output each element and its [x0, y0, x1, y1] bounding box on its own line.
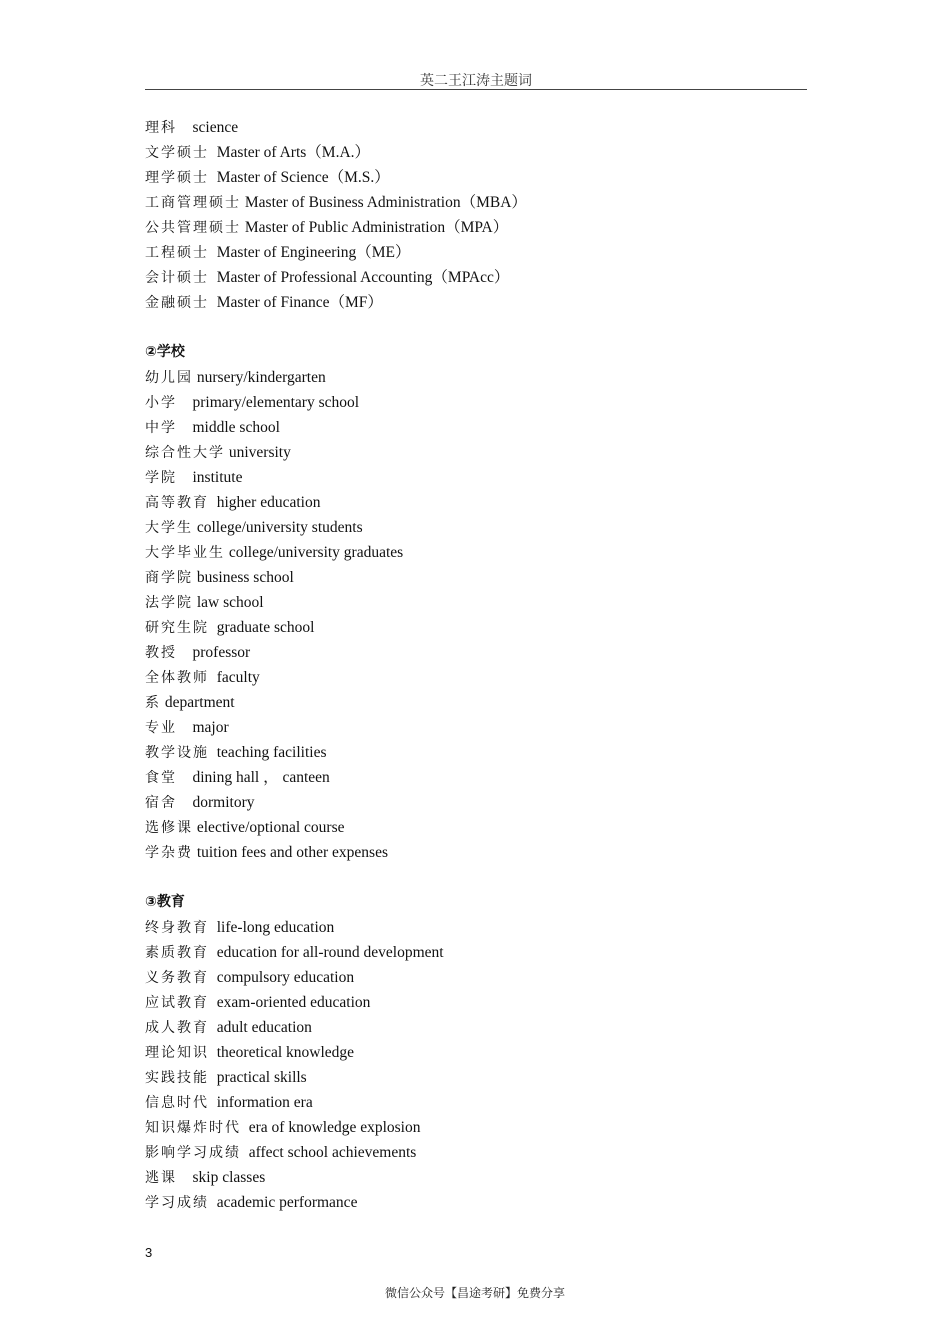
vocab-entry: [145, 790, 807, 815]
term-chinese: 终身教育: [145, 920, 209, 936]
header-divider: [145, 89, 807, 90]
term-gap: [177, 644, 193, 661]
vocab-entry: [145, 1065, 807, 1090]
term-english: middle school: [192, 419, 280, 436]
term-english: Master of Engineering（ME）: [216, 244, 411, 261]
term-english: compulsory education: [216, 969, 355, 986]
vocab-entry: [145, 190, 807, 215]
term-gap: [209, 994, 217, 1011]
term-chinese: 大学毕业生: [145, 545, 225, 561]
group-education: [145, 915, 807, 1215]
vocab-entry: [145, 665, 807, 690]
vocab-entry: [145, 215, 807, 240]
vocab-entry: [145, 815, 807, 840]
term-english: Master of Business Administration（MBA）: [244, 194, 527, 211]
vocab-entry: [145, 565, 807, 590]
term-chinese: 义务教育: [145, 970, 209, 986]
vocab-entry: [145, 1140, 807, 1165]
term-english: life-long education: [216, 919, 335, 936]
term-english: Master of Finance（MF）: [216, 294, 383, 311]
term-gap: [209, 169, 217, 186]
term-gap: [177, 1169, 193, 1186]
term-chinese: 学习成绩: [145, 1195, 209, 1211]
term-chinese: 成人教育: [145, 1020, 209, 1036]
page-header: [145, 70, 807, 90]
spacer: [145, 865, 807, 890]
term-english: era of knowledge explosion: [248, 1119, 421, 1136]
term-english: exam-oriented education: [216, 994, 371, 1011]
term-english: tuition fees and other expenses: [196, 844, 388, 861]
term-chinese: 理科: [145, 120, 177, 136]
term-chinese: 大学生: [145, 520, 193, 536]
vocab-entry: [145, 390, 807, 415]
term-gap: [209, 1044, 217, 1061]
term-english: science: [192, 119, 239, 136]
term-english: Master of Arts（M.A.）: [216, 144, 371, 161]
vocab-entry: [145, 615, 807, 640]
term-english: nursery/kindergarten: [196, 369, 326, 386]
section-title-education: ③教育: [145, 894, 185, 910]
term-gap: [177, 419, 193, 436]
term-chinese: 高等教育: [145, 495, 209, 511]
group-degrees: [145, 115, 807, 315]
term-gap: [209, 144, 217, 161]
vocab-entry: [145, 965, 807, 990]
term-gap: [209, 1194, 217, 1211]
term-chinese: 学杂费: [145, 845, 193, 861]
term-gap: [177, 769, 193, 786]
vocab-entry: [145, 1015, 807, 1040]
term-chinese: 工商管理硕士: [145, 195, 241, 211]
term-gap: [177, 394, 193, 411]
term-gap: [209, 1069, 217, 1086]
term-chinese: 专业: [145, 720, 177, 736]
vocab-entry: [145, 640, 807, 665]
vocab-entry: [145, 940, 807, 965]
vocab-entry: [145, 540, 807, 565]
term-gap: [177, 719, 193, 736]
term-english: academic performance: [216, 1194, 358, 1211]
term-chinese: 知识爆炸时代: [145, 1120, 241, 1136]
footer-text: 微信公众号【昌途考研】免费分享: [384, 1286, 565, 1300]
term-gap: [209, 244, 217, 261]
term-gap: [209, 294, 217, 311]
term-english: skip classes: [192, 1169, 266, 1186]
term-chinese: 公共管理硕士: [145, 220, 241, 236]
term-english: faculty: [216, 669, 260, 686]
term-chinese: 综合性大学: [145, 445, 225, 461]
term-english: higher education: [216, 494, 321, 511]
term-gap: [209, 919, 217, 936]
term-gap: [209, 669, 217, 686]
vocab-entry: [145, 165, 807, 190]
term-english: business school: [196, 569, 294, 586]
term-english: Master of Science（M.S.）: [216, 169, 390, 186]
vocab-entry: [145, 840, 807, 865]
term-english: affect school achievements: [248, 1144, 417, 1161]
term-chinese: 金融硕士: [145, 295, 209, 311]
term-english: dining hall ， canteen: [192, 769, 330, 786]
vocab-entry: [145, 1090, 807, 1115]
spacer: [145, 315, 807, 340]
group-school: [145, 365, 807, 865]
term-chinese: 文学硕士: [145, 145, 209, 161]
term-chinese: 应试教育: [145, 995, 209, 1011]
vocab-entry: [145, 715, 807, 740]
term-chinese: 学院: [145, 470, 177, 486]
term-english: Master of Public Administration（MPA）: [244, 219, 509, 236]
vocab-entry: [145, 465, 807, 490]
section-title-school: ②学校: [145, 344, 185, 360]
term-english: theoretical knowledge: [216, 1044, 355, 1061]
vocab-entry: [145, 990, 807, 1015]
vocab-entry: [145, 415, 807, 440]
term-gap: [209, 744, 217, 761]
term-gap: [209, 494, 217, 511]
vocab-entry: [145, 740, 807, 765]
term-english: law school: [196, 594, 264, 611]
term-gap: [241, 1144, 249, 1161]
term-english: dormitory: [192, 794, 255, 811]
term-chinese: 幼儿园: [145, 370, 193, 386]
vocab-entry: [145, 1115, 807, 1140]
document-body: [145, 115, 807, 1215]
term-chinese: 教授: [145, 645, 177, 661]
term-english: primary/elementary school: [192, 394, 360, 411]
term-gap: [177, 119, 193, 136]
term-chinese: 系: [145, 695, 161, 711]
term-chinese: 素质教育: [145, 945, 209, 961]
page-footer: [0, 1284, 950, 1301]
vocab-entry: [145, 490, 807, 515]
term-english: Master of Professional Accounting（MPAcc）: [216, 269, 510, 286]
term-gap: [241, 1119, 249, 1136]
vocab-entry: [145, 440, 807, 465]
vocab-entry: [145, 1190, 807, 1215]
term-chinese: 全体教师: [145, 670, 209, 686]
vocab-entry: [145, 240, 807, 265]
term-chinese: 理论知识: [145, 1045, 209, 1061]
term-chinese: 商学院: [145, 570, 193, 586]
vocab-entry: [145, 365, 807, 390]
term-chinese: 影响学习成绩: [145, 1145, 241, 1161]
term-gap: [177, 469, 193, 486]
term-english: graduate school: [216, 619, 315, 636]
term-english: professor: [192, 644, 251, 661]
term-chinese: 法学院: [145, 595, 193, 611]
vocab-entry: [145, 915, 807, 940]
term-chinese: 教学设施: [145, 745, 209, 761]
term-gap: [209, 269, 217, 286]
term-chinese: 工程硕士: [145, 245, 209, 261]
term-chinese: 宿舍: [145, 795, 177, 811]
vocab-entry: [145, 1040, 807, 1065]
term-english: teaching facilities: [216, 744, 327, 761]
term-english: institute: [192, 469, 243, 486]
term-chinese: 理学硕士: [145, 170, 209, 186]
term-english: department: [164, 694, 235, 711]
term-gap: [209, 1094, 217, 1111]
vocab-entry: [145, 765, 807, 790]
term-gap: [177, 794, 193, 811]
term-english: university: [228, 444, 291, 461]
term-chinese: 小学: [145, 395, 177, 411]
term-chinese: 研究生院: [145, 620, 209, 636]
term-chinese: 会计硕士: [145, 270, 209, 286]
term-gap: [209, 1019, 217, 1036]
term-chinese: 选修课: [145, 820, 193, 836]
term-gap: [209, 944, 217, 961]
term-chinese: 逃课: [145, 1170, 177, 1186]
term-english: adult education: [216, 1019, 312, 1036]
vocab-entry: [145, 590, 807, 615]
term-chinese: 实践技能: [145, 1070, 209, 1086]
term-chinese: 信息时代: [145, 1095, 209, 1111]
vocab-entry: [145, 115, 807, 140]
term-gap: [209, 969, 217, 986]
vocab-entry: [145, 290, 807, 315]
term-english: information era: [216, 1094, 313, 1111]
term-english: education for all-round development: [216, 944, 444, 961]
term-chinese: 食堂: [145, 770, 177, 786]
vocab-entry: [145, 1165, 807, 1190]
vocab-entry: [145, 140, 807, 165]
page-number: 3: [145, 1245, 153, 1260]
term-english: major: [192, 719, 229, 736]
term-chinese: 中学: [145, 420, 177, 436]
vocab-entry: [145, 690, 807, 715]
term-english: college/university graduates: [228, 544, 404, 561]
term-gap: [209, 619, 217, 636]
header-title: 英二王江涛主题词: [420, 73, 532, 89]
vocab-entry: [145, 265, 807, 290]
term-english: elective/optional course: [196, 819, 345, 836]
term-english: college/university students: [196, 519, 363, 536]
vocab-entry: [145, 515, 807, 540]
term-english: practical skills: [216, 1069, 307, 1086]
